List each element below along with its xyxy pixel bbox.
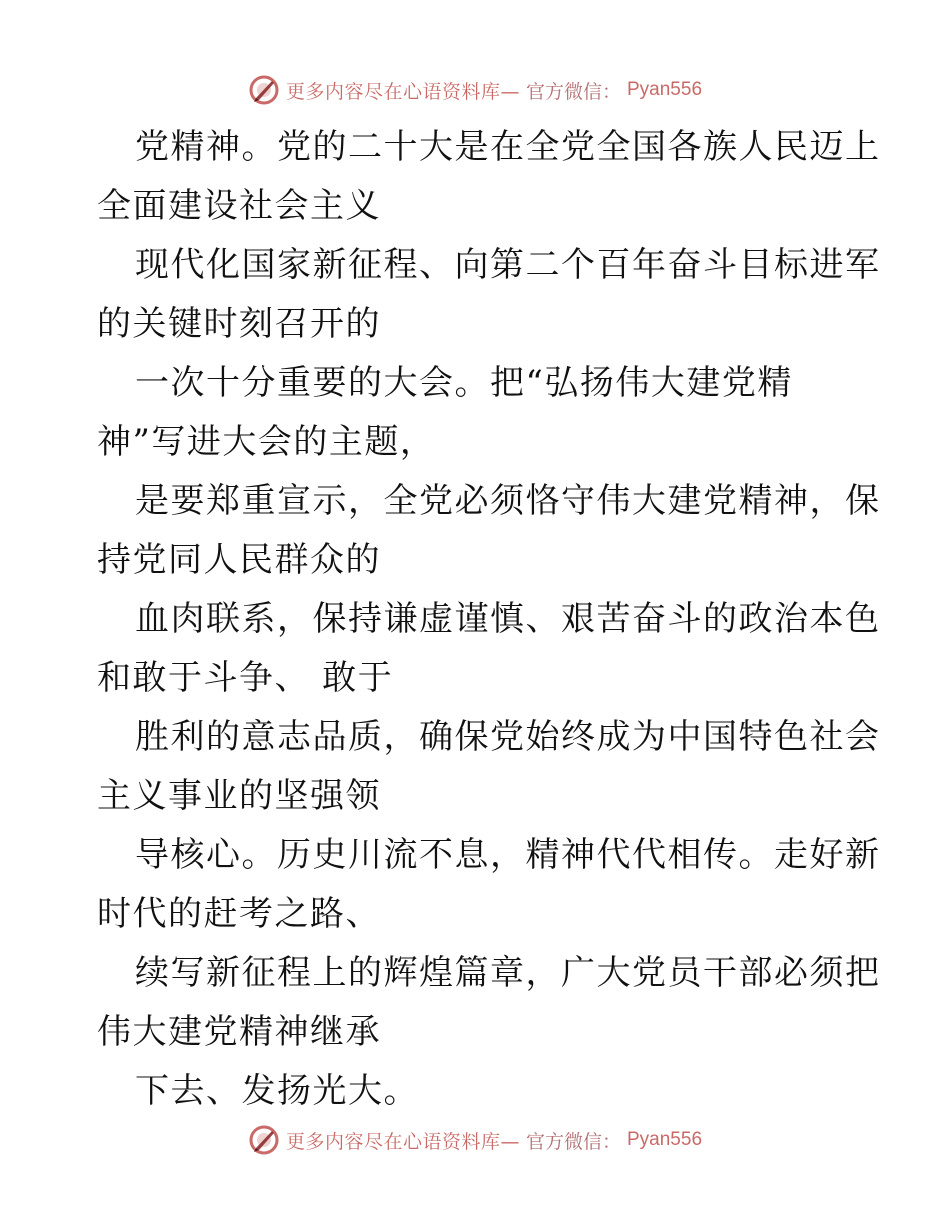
quill-pen-logo-icon [248, 74, 280, 106]
paragraph-continuation: 主义事业的坚强领 [97, 776, 381, 816]
watermark-wechat-id: Pyan556 [627, 1129, 703, 1150]
watermark-wechat-label: 官方微信： [525, 80, 621, 103]
header-watermark [0, 70, 950, 110]
paragraph-continuation: 神”写进大会的主题， [97, 422, 436, 462]
watermark-text: 更多内容尽在心语资料库— [285, 80, 520, 103]
paragraph [97, 1062, 857, 1121]
watermark-wechat-id: Pyan556 [627, 79, 703, 100]
footer-watermark [0, 1120, 950, 1160]
paragraph-continuation: 伟大建党精神继承 [97, 1012, 381, 1052]
paragraph [97, 708, 881, 826]
paragraph-first-line: 是要郑重宣示，全党必须恪守伟大建党精神，保 [135, 481, 881, 521]
watermark-text: 更多内容尽在心语资料库— [285, 1130, 520, 1153]
paragraph-first-line: 导核心。历史川流不息，精神代代相传。走好新 [135, 835, 881, 875]
paragraph [97, 826, 881, 944]
paragraph-first-line: 一次十分重要的大会。把“弘扬伟大建党精 [135, 363, 793, 403]
paragraph-first-line: 血肉联系，保持谦虚谨慎、艰苦奋斗的政治本色 [135, 599, 881, 639]
paragraph [97, 472, 881, 590]
watermark-wechat-label: 官方微信： [525, 1130, 621, 1153]
paragraph [97, 118, 881, 236]
document-body [97, 118, 881, 1121]
paragraph-continuation: 和敢于斗争、 敢于 [97, 658, 394, 698]
paragraph [97, 354, 857, 472]
paragraph-first-line: 党精神。党的二十大是在全党全国各族人民迈上 [135, 127, 881, 167]
paragraph-first-line: 续写新征程上的辉煌篇章，广大党员干部必须把 [135, 953, 881, 993]
paragraph-first-line: 胜利的意志品质，确保党始终成为中国特色社会 [135, 717, 881, 757]
paragraph [97, 590, 881, 708]
paragraph [97, 944, 881, 1062]
quill-pen-logo-icon [248, 1124, 280, 1156]
paragraph-continuation: 持党同人民群众的 [97, 540, 381, 580]
paragraph-continuation: 时代的赶考之路、 [97, 894, 381, 934]
paragraph-first-line: 下去、发扬光大。 [135, 1071, 419, 1111]
paragraph-first-line: 现代化国家新征程、向第二个百年奋斗目标进军 [135, 245, 881, 285]
paragraph-continuation: 全面建设社会主义 [97, 186, 381, 226]
paragraph [97, 236, 881, 354]
paragraph-continuation: 的关键时刻召开的 [97, 304, 381, 344]
